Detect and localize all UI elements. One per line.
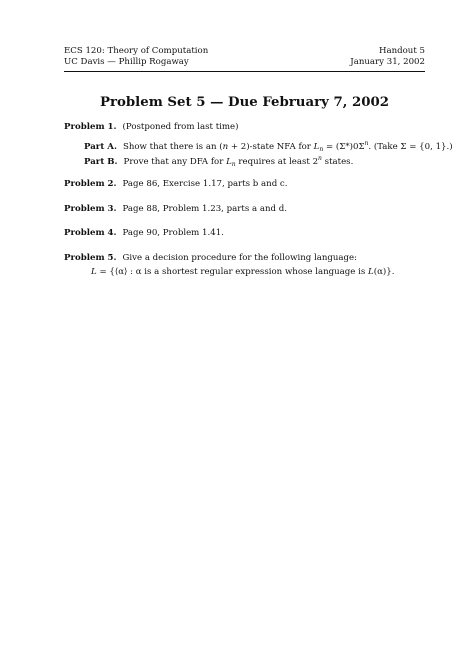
problem-2 [64,179,287,190]
part-text: Prove that any DFA for [123,157,227,167]
part-text: + 2)-state NFA for [228,142,314,152]
problem-text: Give a decision procedure for the following language: [122,253,358,263]
handout-date: January 31, 2002 [350,57,425,67]
part-text: = (Σ*)0Σ [323,142,365,152]
formula-text: = {⟨α⟩ : α is a shortest regular expression whose language is [96,267,369,277]
problem-label: Problem 1. [64,122,117,132]
part-text: requires at least 2 [235,157,319,167]
part-label: Part A. [84,142,117,152]
math-var: n [222,142,229,152]
part-label: Part B. [84,157,118,167]
math-superscript: n [364,140,369,147]
problem-3 [64,204,287,215]
problem-label: Problem 2. [64,179,117,189]
problem-1 [64,122,238,133]
problem-text: Page 90, Problem 1.41. [122,228,224,238]
problem-5-formula [91,267,394,278]
math-var: L [91,267,97,277]
math-var: L [368,267,374,277]
problem-4 [64,228,224,239]
part-text: Show that there is an ( [122,142,223,152]
problem-label: Problem 4. [64,228,117,238]
problem-1-part-b [84,153,353,170]
problem-text: (Postponed from last time) [122,122,239,132]
problem-5 [64,253,357,264]
math-var: L [226,157,232,167]
math-superscript: n [318,155,322,162]
problem-text: Page 88, Problem 1.23, parts a and d. [122,204,287,214]
header-row-1 [64,46,425,57]
header-rule [64,71,425,72]
math-subscript: n [319,146,324,153]
handout-number: Handout 5 [378,46,425,56]
part-text: states. [321,157,354,167]
part-text: . (Take Σ = {0, 1}.) [368,142,453,152]
problem-label: Problem 5. [64,253,117,263]
institution-author: UC Davis — Phillip Rogaway [64,57,189,67]
math-subscript: n [231,161,236,168]
page-title: Problem Set 5 — Due February 7, 2002 [100,95,389,110]
math-var: L [313,142,320,152]
problem-text: Page 86, Exercise 1.17, parts b and c. [122,179,288,189]
problem-label: Problem 3. [64,204,117,214]
header-row-2 [64,57,425,68]
formula-text: (α)}. [373,267,395,277]
course-name: ECS 120: Theory of Computation [64,46,209,56]
